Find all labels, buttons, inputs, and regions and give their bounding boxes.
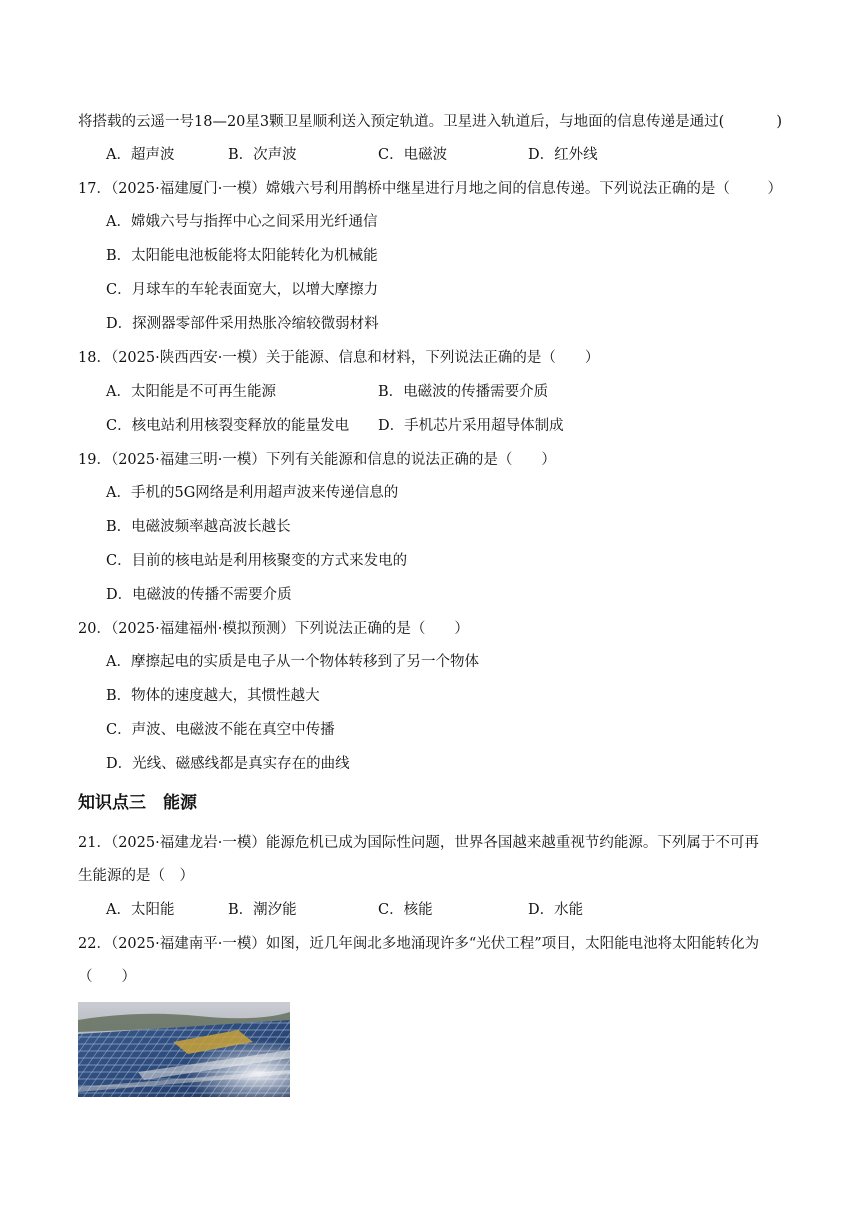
q17-option-c: C．月球车的车轮表面宽大，以增大摩擦力 (106, 282, 379, 298)
q21-option-a: A．太阳能 (106, 902, 175, 918)
q16-option-c: C．电磁波 (378, 147, 448, 163)
q21-option-d: D．水能 (528, 902, 584, 918)
q21-option-b: B．潮汐能 (228, 902, 297, 918)
q22-stem-line1: 22．（2025·福建南平·一模）如图，近几年闽北多地涌现许多“光伏工程”项目，太阳能电池将太阳能转化为 (78, 936, 760, 952)
q18-option-a: A．太阳能是不可再生能源 (106, 384, 276, 400)
q19-stem: 19．（2025·福建三明·一模）下列有关能源和信息的说法正确的是（ ） (78, 452, 556, 468)
q20-option-b: B．物体的速度越大，其惯性越大 (106, 688, 320, 704)
section-heading: 知识点三 能源 (78, 793, 197, 813)
q20-option-a: A．摩擦起电的实质是电子从一个物体转移到了另一个物体 (106, 654, 479, 670)
q16-stem-text: 将搭载的云遥一号18—20星3颗卫星顺利送入预定轨道。卫星进入轨道后，与地面的信息传递是通过( (78, 114, 725, 130)
q17-option-a: A．嫦娥六号与指挥中心之间采用光纤通信 (106, 214, 378, 230)
q18-option-c: C．核电站利用核裂变释放的能量发电 (106, 418, 350, 434)
q16-stem (78, 113, 782, 131)
q20-option-c: C．声波、电磁波不能在真空中传播 (106, 722, 335, 738)
q19-option-d: D．电磁波的传播不需要介质 (106, 587, 292, 603)
q17-option-b: B．太阳能电池板能将太阳能转化为机械能 (106, 248, 378, 264)
q18-stem: 18．（2025·陕西西安·一模）关于能源、信息和材料，下列说法正确的是（ ） (78, 350, 600, 366)
q20-stem: 20．（2025·福建福州·模拟预测）下列说法正确的是（ ） (78, 621, 469, 637)
q19-option-b: B．电磁波频率越高波长越长 (106, 519, 291, 535)
q16-stem-end: ) (776, 114, 782, 130)
q19-option-a: A．手机的5G网络是利用超声波来传递信息的 (106, 485, 399, 501)
q21-stem-line1: 21．（2025·福建龙岩·一模）能源危机已成为国际性问题，世界各国越来越重视节约能源。下列属于不可再 (78, 835, 759, 851)
q17-stem-text: 17．（2025·福建厦门·一模）嫦娥六号利用鹊桥中继星进行月地之间的信息传递。下列说法正确的是（ (78, 181, 730, 197)
q16-option-d: D．红外线 (528, 147, 598, 163)
q16-option-b: B．次声波 (228, 147, 297, 163)
q18-option-d: D．手机芯片采用超导体制成 (378, 418, 564, 434)
q17-option-d: D．探测器零部件采用热胀冷缩较微弱材料 (106, 316, 379, 332)
q22-stem-line2: （ ） (78, 969, 136, 985)
q19-option-c: C．目前的核电站是利用核聚变的方式来发电的 (106, 553, 408, 569)
q16-option-a: A．超声波 (106, 147, 175, 163)
q21-option-c: C．核能 (378, 902, 433, 918)
q18-option-b: B．电磁波的传播需要介质 (378, 384, 549, 400)
q17-stem-end: ） (767, 181, 782, 197)
q21-stem-line2: 生能源的是（ ） (78, 868, 194, 884)
q17-stem (78, 180, 782, 198)
q20-option-d: D．光线、磁感线都是真实存在的曲线 (106, 756, 350, 772)
solar-panel-photo (78, 1002, 290, 1097)
